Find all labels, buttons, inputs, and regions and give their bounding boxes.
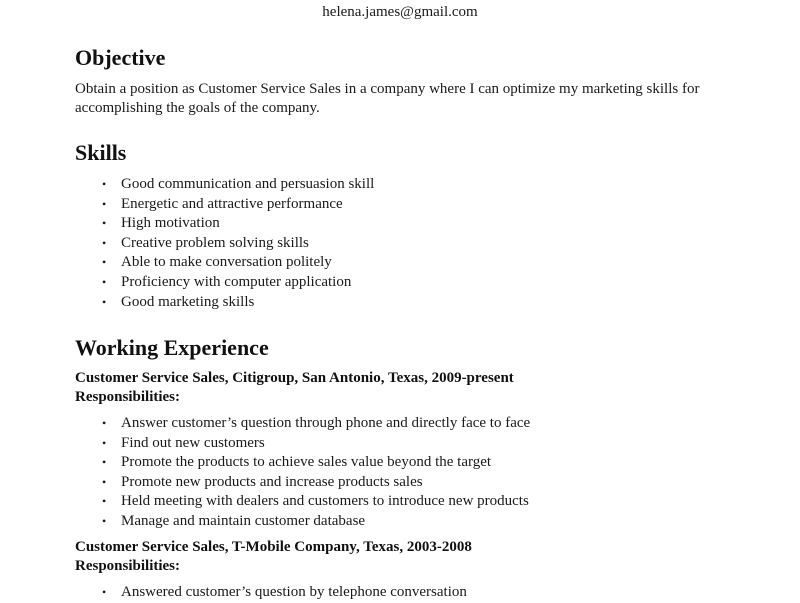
bullet-icon: • [102, 455, 107, 470]
bullet-icon: • [102, 585, 107, 599]
skills-heading: Skills [75, 140, 127, 165]
objective-text: Obtain a position as Customer Service Sales in a company where I can optimize my marketing skills for accomplishing the goals of the company. [75, 81, 700, 116]
skill-item: • Creative problem solving skills [75, 234, 374, 254]
bullet-icon: • [102, 255, 107, 270]
responsibility-item: • Answer customer’s question through phone and directly face to face [75, 414, 530, 434]
responsibility-item: • Promote the products to achieve sales value beyond the target [75, 453, 530, 473]
bullet-icon: • [102, 196, 107, 211]
objective-heading: Objective [75, 45, 166, 70]
bullet-icon: • [102, 235, 107, 250]
bullet-icon: • [102, 513, 107, 528]
skill-item: • Proficiency with computer application [75, 273, 374, 293]
bullet-icon: • [102, 416, 107, 430]
responsibility-item: • Manage and maintain customer database [75, 512, 530, 532]
bullet-icon: • [102, 294, 107, 309]
job-title: Customer Service Sales, T-Mobile Company, Texas, 2003-2008 [75, 539, 472, 555]
skills-list [75, 175, 374, 312]
skill-item: • Able to make conversation politely [75, 253, 374, 273]
bullet-icon: • [102, 216, 107, 231]
responsibility-item: • Held meeting with dealers and customers to introduce new products [75, 492, 530, 512]
skill-item: • Energetic and attractive performance [75, 195, 374, 215]
responsibility-item: • Find out new customers [75, 434, 530, 454]
responsibility-item: • Promote new products and increase products sales [75, 473, 530, 493]
responsibilities-list [75, 414, 530, 532]
responsibilities-label: Responsibilities: [75, 558, 181, 574]
experience-heading: Working Experience [75, 335, 269, 360]
job-title: Customer Service Sales, Citigroup, San Antonio, Texas, 2009-present [75, 370, 514, 386]
bullet-icon: • [102, 494, 107, 509]
skill-item: • Good communication and persuasion skill [75, 175, 374, 195]
responsibilities-label: Responsibilities: [75, 389, 181, 405]
bullet-icon: • [102, 177, 107, 191]
bullet-icon: • [102, 474, 107, 489]
bullet-icon: • [102, 435, 107, 450]
responsibility-item: • Answered customer’s question by telephone conversation [75, 583, 467, 603]
skill-item: • High motivation [75, 214, 374, 234]
bullet-icon: • [102, 274, 107, 289]
skill-item: • Good marketing skills [75, 293, 374, 313]
contact-email: helena.james@gmail.com [322, 4, 478, 20]
